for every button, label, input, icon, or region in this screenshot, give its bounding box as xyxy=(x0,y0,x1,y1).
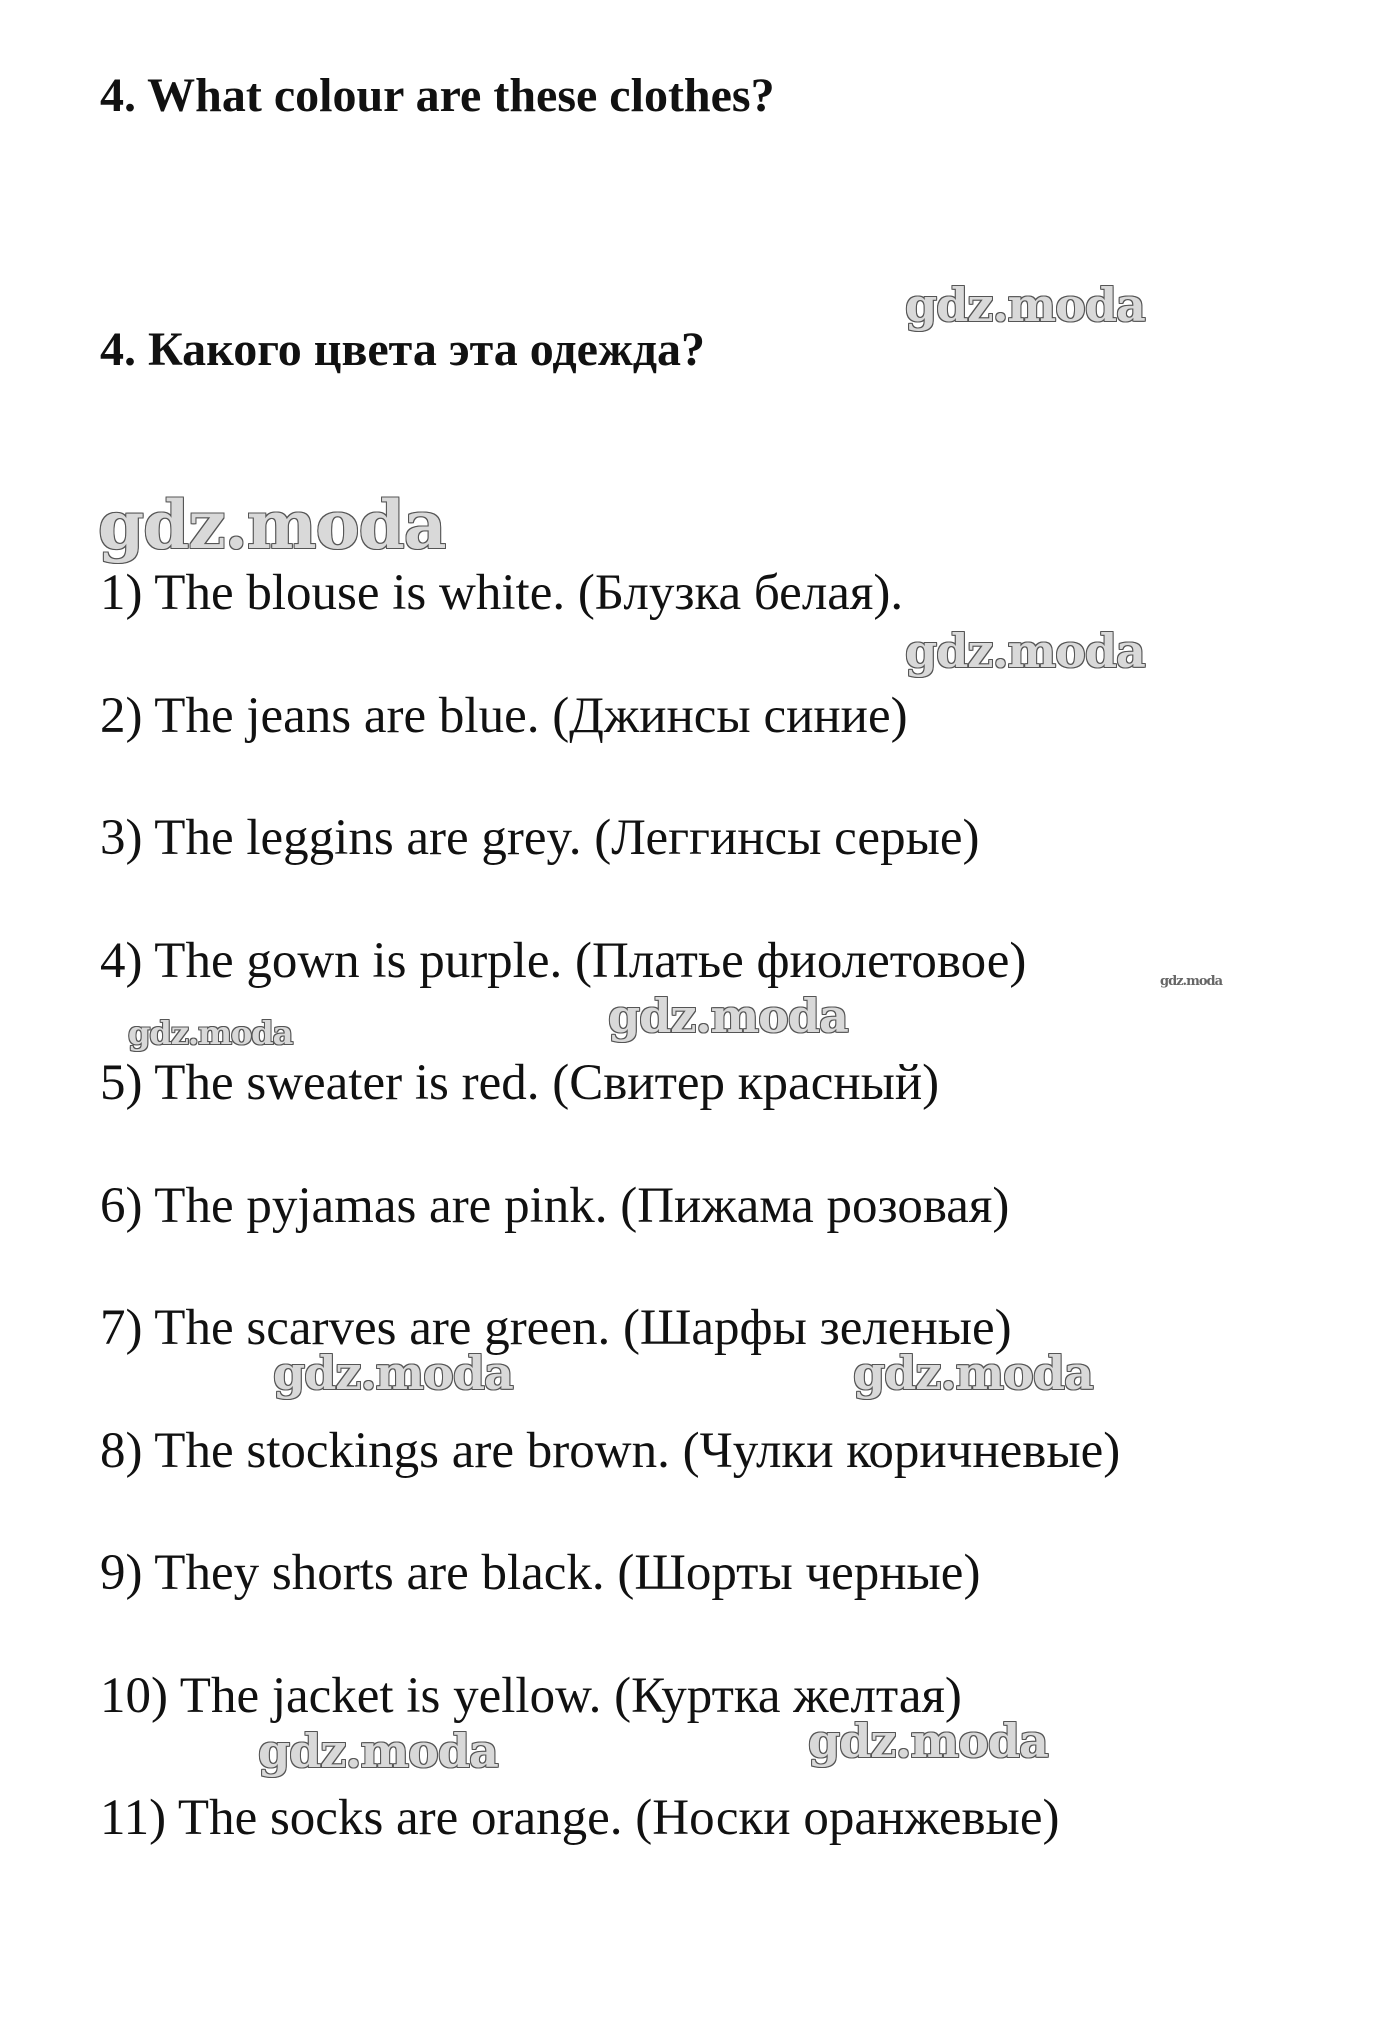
answer-item: 1) The blouse is white. (Блузка белая). xyxy=(100,565,904,621)
answer-item: 4) The gown is purple. (Платье фиолетовое) xyxy=(100,932,1027,989)
answer-item: 6) The pyjamas are pink. (Пижама розовая) xyxy=(100,1177,1010,1234)
watermark: gdz.moda xyxy=(128,1014,293,1052)
answer-item: 7) The scarves are green. (Шарфы зеленые) xyxy=(100,1300,1012,1356)
exercise-title-english: 4. What colour are these clothes? xyxy=(100,69,775,122)
watermark: gdz.moda xyxy=(808,1714,1048,1768)
answer-item: 5) The sweater is red. (Свитер красный) xyxy=(100,1055,940,1111)
watermark: gdz.moda xyxy=(258,1724,498,1778)
watermark: gdz.moda xyxy=(98,486,446,564)
answer-item: 2) The jeans are blue. (Джинсы синие) xyxy=(100,687,908,744)
watermark: gdz.moda xyxy=(905,278,1145,332)
answer-item: 9) They shorts are black. (Шорты черные) xyxy=(100,1545,981,1601)
answer-item: 3) The leggins are grey. (Леггинсы серые) xyxy=(100,810,980,866)
watermark: gdz.moda xyxy=(1160,974,1223,989)
answer-item: 10) The jacket is yellow. (Куртка желтая) xyxy=(100,1667,962,1724)
watermark: gdz.moda xyxy=(853,1346,1093,1400)
watermark: gdz.moda xyxy=(608,989,848,1043)
watermark: gdz.moda xyxy=(273,1346,513,1400)
answer-item: 8) The stockings are brown. (Чулки коричневые) xyxy=(100,1422,1121,1479)
watermark: gdz.moda xyxy=(905,624,1145,678)
exercise-title-russian: 4. Какого цвета эта одежда? xyxy=(100,323,706,376)
answer-item: 11) The socks are orange. (Носки оранжевые) xyxy=(100,1790,1060,1846)
